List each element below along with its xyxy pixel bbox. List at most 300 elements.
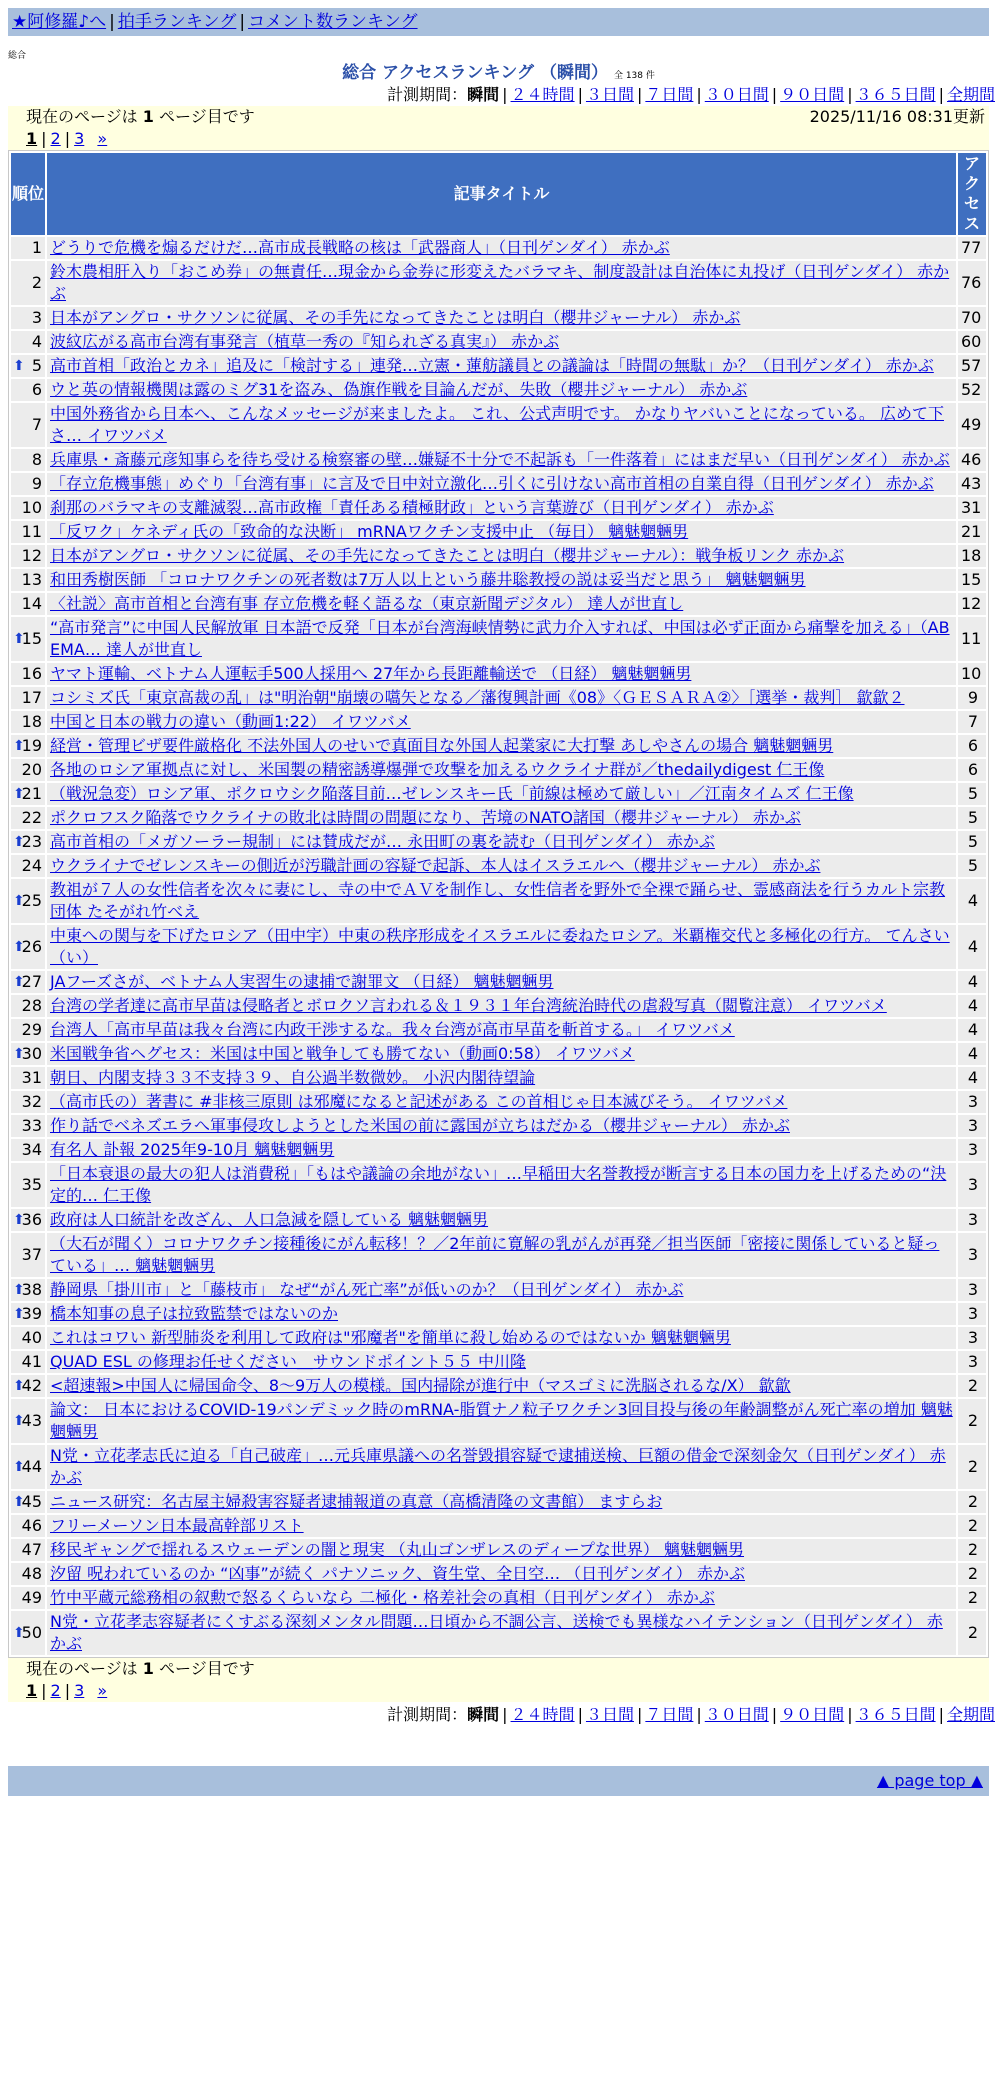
- up-arrow-icon: ⬆: [13, 834, 25, 850]
- table-row: [11, 237, 986, 259]
- pager-current: 1: [26, 129, 38, 148]
- access-count: 46: [958, 449, 986, 471]
- up-arrow-icon: ⬆: [13, 1046, 25, 1062]
- access-count: 2: [958, 1587, 986, 1609]
- article-link[interactable]: 経営・管理ビザ要件厳格化 不法外国人のせいで真面目な外国人起業家に大打撃 あしやさんの場合 魑魅魍魎男: [50, 736, 834, 755]
- article-link[interactable]: 橋本知事の息子は拉致監禁ではないのか: [50, 1304, 339, 1323]
- rank-column-header: 順位: [11, 153, 45, 235]
- article-link[interactable]: 高市首相の「メガソーラー規制」には賛成だが… 永田町の裏を読む（日刊ゲンダイ） 赤かぶ: [50, 832, 715, 851]
- rank-cell: [11, 783, 45, 805]
- title-cell: [47, 473, 956, 495]
- table-row: [11, 617, 986, 661]
- rank-cell: [11, 687, 45, 709]
- article-link[interactable]: 「日本衰退の最大の犯人は消費税」「もはや議論の余地がない」…早稲田大名誉教授が断言する日本の国力を上げるための“決定的… 仁王像: [50, 1164, 947, 1205]
- article-link[interactable]: 中国外務省から日本へ、こんなメッセージが来ましたよ。 これ、公式声明です。 かなりヤバいことになっている。 広めて下さ… イワツバメ: [50, 404, 944, 445]
- access-count: 3: [958, 1303, 986, 1325]
- up-arrow-icon: ⬆: [13, 1212, 25, 1228]
- title-cell: [47, 1491, 956, 1513]
- title-cell: [47, 1515, 956, 1537]
- rank-cell: [11, 1399, 45, 1443]
- article-link[interactable]: 汐留 呪われているのか “凶事”が続く パナソニック、資生堂、全日空… （日刊ゲンダイ） 赤かぶ: [50, 1564, 745, 1583]
- period-label: 計測期間：: [387, 1705, 468, 1724]
- table-row: [11, 1327, 986, 1349]
- rank-cell: [11, 521, 45, 543]
- article-link[interactable]: 〈社説〉高市首相と台湾有事 存立危機を軽く語るな（東京新聞デジタル） 達人が世直し: [50, 594, 684, 613]
- title-cell: [47, 1327, 956, 1349]
- rank-number: 42: [21, 1376, 42, 1395]
- title-cell: [47, 1019, 956, 1041]
- table-row: [11, 1539, 986, 1561]
- access-count: 2: [958, 1563, 986, 1585]
- access-count: 2: [958, 1375, 986, 1397]
- article-link[interactable]: 静岡県「掛川市」と「藤枝市」 なぜ“がん死亡率”が低いのか？（日刊ゲンダイ） 赤かぶ: [50, 1280, 684, 1299]
- rank-number: 44: [21, 1457, 42, 1476]
- article-link[interactable]: 高市首相「政治とカネ」追及に「検討する」連発…立憲・蓮舫議員との議論は「時間の無駄」か？（日刊ゲンダイ） 赤かぶ: [50, 356, 934, 375]
- article-link[interactable]: “高市発言”に中国人民解放軍 日本語で反発「日本が台湾海峡情勢に武力介入すれば、中国は必ず正面から痛撃を加える」（ABEMA… 達人が世直し: [50, 618, 950, 659]
- access-count: 5: [958, 783, 986, 805]
- article-link[interactable]: 台湾の学者達に高市早苗は侵略者とボロクソ言われる＆１９３１年台湾統治時代の虐殺写真（閲覧注意） イワツバメ: [50, 996, 887, 1015]
- up-arrow-icon: ⬆: [13, 939, 25, 955]
- title-column-header: 記事タイトル: [47, 153, 956, 235]
- article-link[interactable]: ヤマト運輸、ベトナム人運転手500人採用へ 27年から長距離輸送で （日経） 魑魅魍魎男: [50, 664, 692, 683]
- table-row: [11, 569, 986, 591]
- pager-next-link[interactable]: »: [97, 129, 108, 148]
- article-link[interactable]: 竹中平蔵元総務相の叙勲で怒るくらいなら 二極化・格差社会の真相（日刊ゲンダイ） 赤かぶ: [50, 1588, 715, 1607]
- pager-gap: [88, 1681, 93, 1700]
- title-cell: [47, 237, 956, 259]
- article-link[interactable]: （大石が聞く）コロナワクチン接種後にがん転移！？／2年前に寛解の乳がんが再発／担当医師「密接に関係していると疑っている」… 魑魅魍魎男: [50, 1234, 940, 1275]
- page-info: 現在のページは 1 ページ目です: [26, 1659, 255, 1678]
- title-cell: [47, 1445, 956, 1489]
- title-cell: [47, 331, 956, 353]
- access-count: 3: [958, 1163, 986, 1207]
- rank-number: 34: [21, 1140, 42, 1159]
- page-info: 現在のページは 1 ページ目です: [26, 107, 255, 126]
- article-link[interactable]: 刹那のバラマキの支離滅裂…高市政権「責任ある積極財政」という言葉遊び（日刊ゲンダイ） 赤かぶ: [50, 498, 774, 517]
- rank-number: 2: [31, 273, 42, 292]
- access-count: 15: [958, 569, 986, 591]
- rank-cell: [11, 1491, 45, 1513]
- rank-cell: [11, 711, 45, 733]
- period-option[interactable]: ２４時間: [510, 1705, 575, 1724]
- rank-number: 41: [21, 1352, 42, 1371]
- access-count: 60: [958, 331, 986, 353]
- article-link[interactable]: 日本がアングロ・サクソンに従属、その手先になってきたことは明白（櫻井ジャーナル）：戦争板リンク 赤かぶ: [50, 546, 845, 565]
- table-row: [11, 855, 986, 877]
- article-link[interactable]: 移民ギャングで揺れるスウェーデンの闇と現実 （丸山ゴンザレスのディープな世界） 魑魅魍魎男: [50, 1540, 745, 1559]
- rank-number: 13: [21, 570, 42, 589]
- article-link[interactable]: 各地のロシア軍拠点に対し、米国製の精密誘導爆弾で攻撃を加えるウクライナ群が／thedailydigest 仁王像: [50, 760, 825, 779]
- table-row: [11, 1515, 986, 1537]
- table-row: [11, 1043, 986, 1065]
- access-count: 57: [958, 355, 986, 377]
- rank-cell: [11, 1091, 45, 1113]
- table-row: [11, 1279, 986, 1301]
- rank-number: 37: [21, 1245, 42, 1264]
- access-count: 2: [958, 1445, 986, 1489]
- rank-number: 32: [21, 1092, 42, 1111]
- rank-number: 3: [31, 308, 42, 327]
- table-row: [11, 1233, 986, 1277]
- title-cell: [47, 355, 956, 377]
- access-count: 5: [958, 855, 986, 877]
- period-option[interactable]: ９０日間: [780, 1705, 845, 1724]
- rank-cell: [11, 473, 45, 495]
- page-info-bar-top: [8, 106, 989, 128]
- article-link[interactable]: これはコワい 新型肺炎を利用して政府は"邪魔者"を簡単に殺し始めるのではないか 魑魅魍魎男: [50, 1328, 731, 1347]
- article-link[interactable]: 中国と日本の戦力の違い（動画1:22） イワツバメ: [50, 712, 411, 731]
- table-row: [11, 593, 986, 615]
- rank-cell: [11, 1209, 45, 1231]
- table-header-row: [11, 153, 986, 235]
- page-title-line: [0, 62, 997, 84]
- pager-separator: |: [64, 129, 71, 148]
- pager-current: 1: [26, 1681, 38, 1700]
- rank-cell: [11, 807, 45, 829]
- table-row: [11, 307, 986, 329]
- table-row: [11, 355, 986, 377]
- pager-link[interactable]: 2: [50, 129, 61, 148]
- rank-cell: [11, 1327, 45, 1349]
- table-row: [11, 521, 986, 543]
- period-option[interactable]: ３０日間: [704, 1705, 769, 1724]
- access-count: 3: [958, 1115, 986, 1137]
- period-option[interactable]: ９０日間: [780, 85, 845, 104]
- period-separator: |: [771, 85, 778, 104]
- title-cell: [47, 663, 956, 685]
- rank-cell: [11, 1375, 45, 1397]
- title-cell: [47, 879, 956, 923]
- category-label: 総合: [8, 51, 27, 61]
- article-link[interactable]: ウと英の情報機関は露のミグ31を盗み、偽旗作戦を目論んだが、失敗（櫻井ジャーナル） 赤かぶ: [50, 380, 748, 399]
- up-arrow-icon: ⬆: [13, 1378, 25, 1394]
- title-cell: [47, 735, 956, 757]
- rank-number: 27: [21, 972, 42, 991]
- rank-cell: [11, 261, 45, 305]
- period-separator: |: [771, 1705, 778, 1724]
- table-row: [11, 1375, 986, 1397]
- rank-number: 11: [21, 522, 42, 541]
- pager-top: [8, 128, 989, 150]
- rank-cell: [11, 307, 45, 329]
- article-link[interactable]: フリーメーソン日本最高幹部リスト: [50, 1516, 304, 1535]
- access-count: 6: [958, 735, 986, 757]
- article-link[interactable]: N党・立花孝志氏に迫る「自己破産」…元兵庫県議への名誉毀損容疑で逮捕送検、巨額の借金で深刻金欠（日刊ゲンダイ） 赤かぶ: [50, 1446, 946, 1487]
- article-link[interactable]: ウクライナでゼレンスキーの側近が汚職計画の容疑で起訴、本人はイスラエルへ（櫻井ジャーナル） 赤かぶ: [50, 856, 821, 875]
- period-option[interactable]: ７日間: [645, 1705, 694, 1724]
- article-link[interactable]: N党・立花孝志容疑者にくすぶる深刻メンタル問題…日頃から不調公言、送検でも異様なハイテンション（日刊ゲンダイ） 赤かぶ: [50, 1612, 943, 1653]
- title-cell: [47, 759, 956, 781]
- title-cell: [47, 807, 956, 829]
- access-count: 12: [958, 593, 986, 615]
- article-link[interactable]: ニュース研究：名古屋主婦殺害容疑者逮捕報道の真意（高橋清隆の文書館） ますらお: [50, 1492, 663, 1511]
- title-cell: [47, 1399, 956, 1443]
- rank-number: 15: [21, 629, 42, 648]
- up-arrow-icon: ⬆: [13, 1625, 25, 1641]
- clap-ranking-link[interactable]: 拍手ランキング: [117, 12, 237, 32]
- article-link[interactable]: 波紋広がる高市台湾有事発言（植草一秀の『知られざる真実』） 赤かぶ: [50, 332, 560, 351]
- article-link[interactable]: 中東への関与を下げたロシア（田中宇）中東の秩序形成をイスラエルに委ねたロシア。米覇権交代と多極化の行方。 てんさい（い）: [50, 926, 950, 967]
- access-count: 2: [958, 1491, 986, 1513]
- article-link[interactable]: どうりで危機を煽るだけだ…高市成長戦略の核は「武器商人」（日刊ゲンダイ） 赤かぶ: [50, 238, 670, 257]
- title-cell: [47, 1091, 956, 1113]
- period-option[interactable]: ３日間: [585, 85, 634, 104]
- access-count: 5: [958, 807, 986, 829]
- pager-link[interactable]: 2: [50, 1681, 61, 1700]
- table-row: [11, 403, 986, 447]
- rank-number: 19: [21, 736, 42, 755]
- rank-cell: [11, 1539, 45, 1561]
- page-title: 総合 アクセスランキング （瞬間）: [342, 63, 608, 83]
- period-separator: |: [938, 1705, 944, 1724]
- updated-time: 2025/11/16 08:31更新: [809, 107, 985, 126]
- table-row: [11, 1399, 986, 1443]
- rank-number: 25: [21, 891, 42, 910]
- table-row: [11, 497, 986, 519]
- period-option[interactable]: ７日間: [645, 85, 694, 104]
- access-count: 70: [958, 307, 986, 329]
- title-cell: [47, 1233, 956, 1277]
- article-link[interactable]: 教祖が７人の女性信者を次々に妻にし、寺の中でＡＶを制作し、女性信者を野外で全裸で踊らせ、霊感商法を行うカルト宗教団体 たそがれ竹べえ: [50, 880, 946, 921]
- rank-cell: [11, 663, 45, 685]
- rank-number: 14: [21, 594, 42, 613]
- access-count: 4: [958, 879, 986, 923]
- title-cell: [47, 1163, 956, 1207]
- rank-number: 5: [31, 356, 42, 375]
- access-count: 4: [958, 971, 986, 993]
- period-option[interactable]: ３０日間: [704, 85, 769, 104]
- period-separator: |: [636, 1705, 643, 1724]
- rank-number: 36: [21, 1210, 42, 1229]
- access-count: 7: [958, 711, 986, 733]
- article-link[interactable]: （戦況急変）ロシア軍、ポクロウシク陥落目前…ゼレンスキー氏「前線は極めて厳しい」／江南タイムズ 仁王像: [50, 784, 854, 803]
- rank-cell: [11, 1279, 45, 1301]
- title-cell: [47, 1279, 956, 1301]
- article-link[interactable]: 和田秀樹医師 「コロナワクチンの死者数は7万人以上という藤井聡教授の説は妥当だと思う」 魑魅魍魎男: [50, 570, 806, 589]
- rank-cell: [11, 1019, 45, 1041]
- access-count: 52: [958, 379, 986, 401]
- rank-number: 16: [21, 664, 42, 683]
- table-row: [11, 545, 986, 567]
- rank-cell: [11, 759, 45, 781]
- article-link[interactable]: 鈴木農相肝入り「おこめ券」の無責任…現金から金券に形変えたバラマキ、制度設計は自治体に丸投げ（日刊ゲンダイ） 赤かぶ: [50, 262, 950, 303]
- title-cell: [47, 1375, 956, 1397]
- access-count: 3: [958, 1351, 986, 1373]
- table-row: [11, 783, 986, 805]
- access-count: 3: [958, 1279, 986, 1301]
- table-row: [11, 1563, 986, 1585]
- rank-number: 38: [21, 1280, 42, 1299]
- period-label: 計測期間：: [387, 85, 468, 104]
- article-link[interactable]: 有名人 訃報 2025年9-10月 魑魅魍魎男: [50, 1140, 335, 1159]
- rank-number: 39: [21, 1304, 42, 1323]
- table-row: [11, 331, 986, 353]
- nav-separator: |: [239, 12, 246, 32]
- rank-cell: [11, 355, 45, 377]
- access-count: 3: [958, 1091, 986, 1113]
- title-cell: [47, 1563, 956, 1585]
- access-count: 4: [958, 995, 986, 1017]
- table-row: [11, 1611, 986, 1655]
- pager-next-link[interactable]: »: [97, 1681, 108, 1700]
- period-separator: |: [696, 85, 702, 104]
- table-row: [11, 663, 986, 685]
- period-option[interactable]: ３６５日間: [855, 1705, 936, 1724]
- rank-number: 9: [31, 474, 42, 493]
- table-row: [11, 879, 986, 923]
- title-cell: [47, 403, 956, 447]
- rank-cell: [11, 831, 45, 853]
- table-row: [11, 261, 986, 305]
- up-arrow-icon: ⬆: [13, 1459, 25, 1475]
- rank-number: 46: [21, 1516, 42, 1535]
- rank-cell: [11, 1163, 45, 1207]
- access-count: 31: [958, 497, 986, 519]
- title-cell: [47, 449, 956, 471]
- footer-bar: [8, 1766, 989, 1796]
- period-separator: |: [636, 85, 643, 104]
- rank-number: 28: [21, 996, 42, 1015]
- access-count: 2: [958, 1611, 986, 1655]
- rank-cell: [11, 1115, 45, 1137]
- rank-cell: [11, 1445, 45, 1489]
- up-arrow-icon: ⬆: [13, 1413, 25, 1429]
- period-option[interactable]: 全期間: [946, 1705, 995, 1724]
- article-link[interactable]: 「存立危機事態」めぐり「台湾有事」に言及で日中対立激化…引くに引けない高市首相の自業自得（日刊ゲンダイ） 赤かぶ: [50, 474, 934, 493]
- article-link[interactable]: 作り話でベネズエラへ軍事侵攻しようとした米国の前に露国が立ちはだかる（櫻井ジャーナル） 赤かぶ: [50, 1116, 790, 1135]
- home-link[interactable]: ★阿修羅♪へ: [12, 12, 107, 32]
- table-row: [11, 735, 986, 757]
- article-link[interactable]: <超速報>中国人に帰国命令、8～9万人の模様。国内掃除が進行中（マスゴミに洗脳されるな/X） 歙歙: [50, 1376, 791, 1395]
- title-cell: [47, 971, 956, 993]
- rank-number: 12: [21, 546, 42, 565]
- article-link[interactable]: コシミズ氏「東京高裁の乱」は"明治朝"崩壊の嚆矢となる／藩復興計画《08》〈ＧＥＳＡＲＡ②〉［選挙・裁判］ 歙歙２: [50, 688, 905, 707]
- access-count: 2: [958, 1399, 986, 1443]
- up-arrow-icon: ⬆: [13, 631, 25, 647]
- table-row: [11, 1163, 986, 1207]
- article-link[interactable]: QUAD ESL の修理お任せください＿サウンドポイント５５ 中川隆: [50, 1352, 527, 1371]
- period-option[interactable]: ２４時間: [510, 85, 575, 104]
- rank-number: 30: [21, 1044, 42, 1063]
- access-count: 6: [958, 759, 986, 781]
- table-row: [11, 473, 986, 495]
- period-selector-bottom: [0, 1704, 995, 1726]
- period-separator: |: [577, 85, 583, 104]
- access-count: 11: [958, 617, 986, 661]
- rank-number: 43: [21, 1411, 42, 1430]
- article-link[interactable]: 政府は人口統計を改ざん、人口急減を隠している 魑魅魍魎男: [50, 1210, 489, 1229]
- table-row: [11, 379, 986, 401]
- total-count: 全 138 件: [613, 71, 655, 81]
- up-arrow-icon: ⬆: [13, 893, 25, 909]
- table-row: [11, 831, 986, 853]
- rank-cell: [11, 1515, 45, 1537]
- title-cell: [47, 1043, 956, 1065]
- rank-number: 24: [21, 856, 42, 875]
- article-link[interactable]: 朝日、内閣支持３３不支持３９、自公過半数微妙。 小沢内閣待望論: [50, 1068, 536, 1087]
- rank-cell: [11, 879, 45, 923]
- table-row: [11, 971, 986, 993]
- rank-cell: [11, 925, 45, 969]
- up-arrow-icon: ⬆: [13, 786, 25, 802]
- pager-link[interactable]: 3: [74, 129, 85, 148]
- period-option: 瞬間: [467, 85, 500, 104]
- title-cell: [47, 1209, 956, 1231]
- table-row: [11, 449, 986, 471]
- rank-cell: [11, 1303, 45, 1325]
- article-link[interactable]: JAフーズさが、ベトナム人実習生の逮捕で謝罪文 （日経） 魑魅魍魎男: [50, 972, 554, 991]
- access-count: 2: [958, 1515, 986, 1537]
- title-cell: [47, 1067, 956, 1089]
- rank-number: 31: [21, 1068, 42, 1087]
- period-separator: |: [847, 85, 853, 104]
- article-link[interactable]: （高市氏の）著書に #非核三原則 は邪魔になると記述がある この首相じゃ日本滅びそう。 イワツバメ: [50, 1092, 788, 1111]
- table-row: [11, 1139, 986, 1161]
- title-cell: [47, 831, 956, 853]
- rank-cell: [11, 1043, 45, 1065]
- article-link[interactable]: 米国戦争省ヘグセス：米国は中国と戦争しても勝てない（動画0:58） イワツバメ: [50, 1044, 635, 1063]
- rank-number: 17: [21, 688, 42, 707]
- rank-cell: [11, 497, 45, 519]
- access-count: 5: [958, 831, 986, 853]
- table-row: [11, 925, 986, 969]
- pager-separator: |: [41, 129, 47, 148]
- article-link[interactable]: 日本がアングロ・サクソンに従属、その手先になってきたことは明白（櫻井ジャーナル） 赤かぶ: [50, 308, 741, 327]
- title-cell: [47, 995, 956, 1017]
- access-column-header: アクセス: [958, 153, 986, 235]
- rank-number: 35: [21, 1175, 42, 1194]
- period-option[interactable]: 全期間: [946, 85, 995, 104]
- up-arrow-icon: ⬆: [13, 974, 25, 990]
- rank-cell: [11, 403, 45, 447]
- rank-number: 49: [21, 1588, 42, 1607]
- pager-separator: |: [41, 1681, 47, 1700]
- title-cell: [47, 261, 956, 305]
- rank-cell: [11, 995, 45, 1017]
- access-count: 3: [958, 1327, 986, 1349]
- access-count: 3: [958, 1209, 986, 1231]
- rank-cell: [11, 379, 45, 401]
- period-option[interactable]: ３日間: [585, 1705, 634, 1724]
- access-count: 4: [958, 1043, 986, 1065]
- period-option: 瞬間: [467, 1705, 500, 1724]
- rank-cell: [11, 1587, 45, 1609]
- table-row: [11, 1303, 986, 1325]
- pager-link[interactable]: 3: [74, 1681, 85, 1700]
- rank-cell: [11, 449, 45, 471]
- page-top-link[interactable]: ▲ page top ▲: [876, 1771, 983, 1790]
- rank-cell: [11, 545, 45, 567]
- article-link[interactable]: 台湾人「高市早苗は我々台湾に内政干渉するな。我々台湾が高市早苗を斬首する。」 イワツバメ: [50, 1020, 735, 1039]
- title-cell: [47, 1539, 956, 1561]
- article-link[interactable]: 「反ワク」ケネディ氏の「致命的な決断」 mRNAワクチン支援中止 （毎日） 魑魅魍魎男: [50, 522, 689, 541]
- article-link[interactable]: 兵庫県・斎藤元彦知事らを待ち受ける検察審の壁…嫌疑不十分で不起訴も「一件落着」にはまだ早い（日刊ゲンダイ） 赤かぶ: [50, 450, 950, 469]
- period-option[interactable]: ３６５日間: [855, 85, 936, 104]
- access-count: 2: [958, 1539, 986, 1561]
- title-cell: [47, 593, 956, 615]
- article-link[interactable]: 論文： 日本におけるCOVID-19パンデミック時のmRNA-脂質ナノ粒子ワクチン3回目投与後の年齢調整がん死亡率の増加 魑魅魍魎男: [50, 1400, 953, 1441]
- period-separator: |: [502, 1705, 508, 1724]
- comment-ranking-link[interactable]: コメント数ランキング: [248, 12, 418, 32]
- period-separator: |: [696, 1705, 702, 1724]
- up-arrow-icon: ⬆: [13, 738, 25, 754]
- pager-bottom: [8, 1680, 989, 1702]
- access-count: 49: [958, 403, 986, 447]
- article-link[interactable]: ポクロフスク陥落でウクライナの敗北は時間の問題になり、苦境のNATO諸国（櫻井ジャーナル） 赤かぶ: [50, 808, 801, 827]
- nav-separator: |: [109, 12, 115, 32]
- access-count: 4: [958, 1067, 986, 1089]
- access-count: 4: [958, 1019, 986, 1041]
